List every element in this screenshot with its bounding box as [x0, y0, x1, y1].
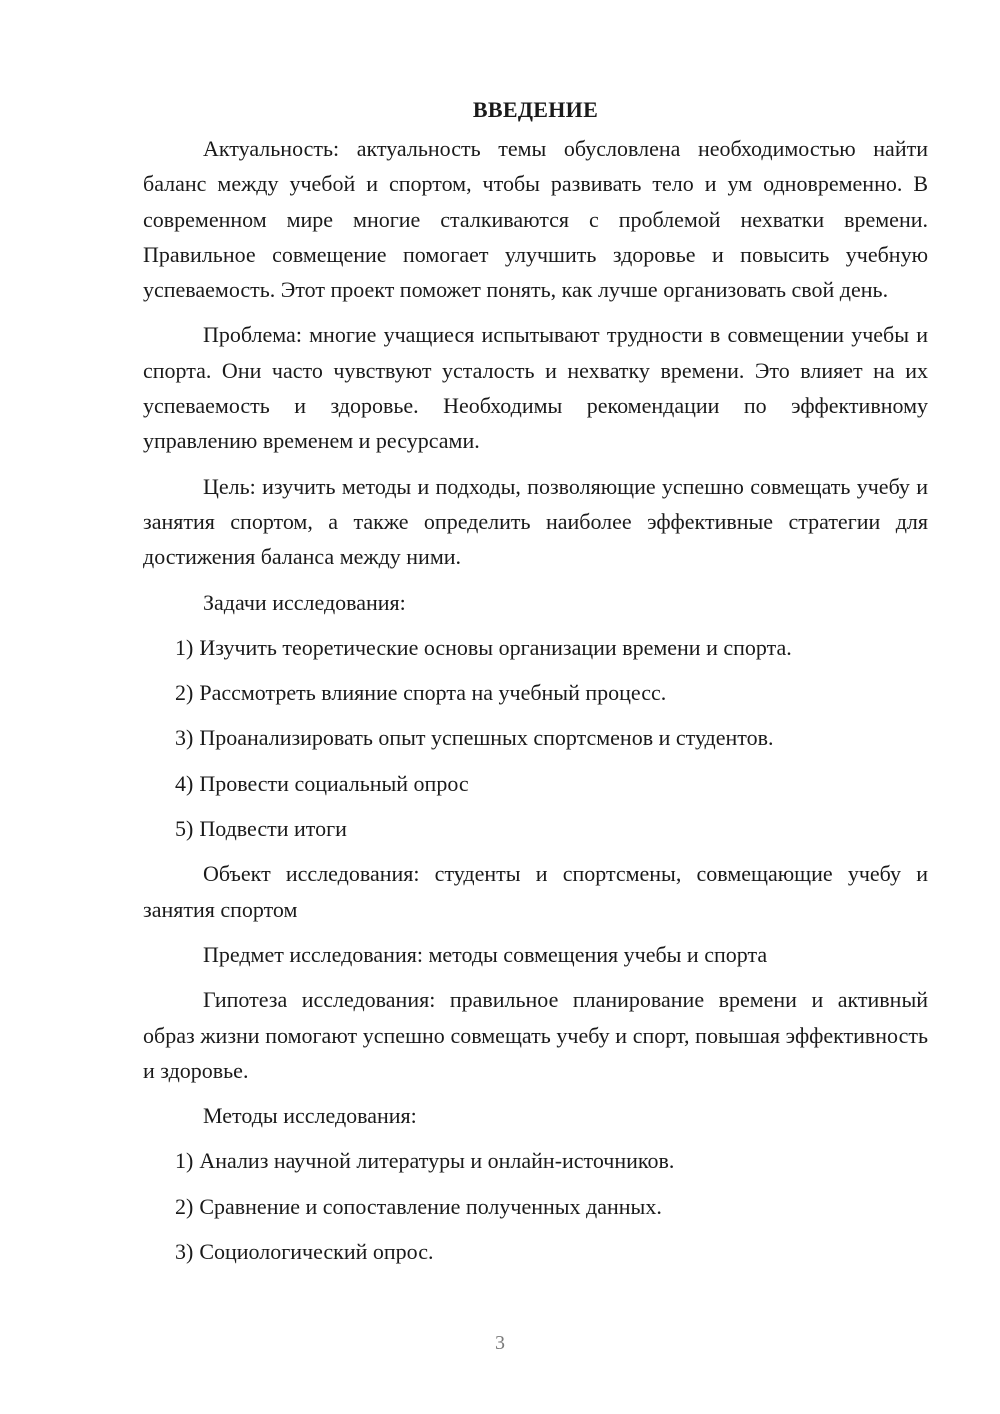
- method-item: [143, 1143, 928, 1178]
- task-text: Подвести итоги: [199, 816, 347, 842]
- paragraph-object: Объект исследования: студенты и спортсмены, совмещающие учебу и занятия спортом: [143, 861, 928, 922]
- method-text: Сравнение и сопоставление полученных данных.: [199, 1193, 662, 1219]
- method-number: 1): [175, 1148, 194, 1174]
- task-item: [143, 720, 928, 755]
- task-text: Проанализировать опыт успешных спортсменов и студентов.: [199, 725, 774, 751]
- method-item: [143, 1234, 928, 1269]
- method-text: Анализ научной литературы и онлайн-источников.: [199, 1148, 675, 1174]
- paragraph-subject: Предмет исследования: методы совмещения учебы и спорта: [203, 941, 768, 967]
- task-item: [143, 766, 928, 801]
- page-number: 3: [495, 1332, 505, 1354]
- method-text: Социологический опрос.: [199, 1239, 434, 1265]
- paragraph-relevance: Актуальность: актуальность темы обусловлена необходимостью найти баланс между учебой и спортом, чтобы развивать тело и ум одновременно. В современном мире многие сталкиваются с проблемой нехватки времени. Правильное совмещение помогает улучшить здоровье и повысить учебную успеваемость. Этот проект поможет понять, как лучше организовать свой день.: [143, 136, 928, 303]
- task-number: 2): [175, 680, 194, 706]
- method-number: 2): [175, 1193, 194, 1219]
- task-number: 5): [175, 816, 194, 842]
- paragraph-problem: Проблема: многие учащиеся испытывают трудности в совмещении учебы и спорта. Они часто чувствуют усталость и нехватку времени. Это влияет на их успеваемость и здоровье. Необходимы рекомендации по эффективному управлению временем и ресурсами.: [143, 322, 928, 454]
- method-item: [143, 1189, 928, 1224]
- task-text: Изучить теоретические основы организации времени и спорта.: [199, 634, 792, 660]
- task-number: 3): [175, 725, 194, 751]
- task-number: 1): [175, 634, 194, 660]
- task-text: Провести социальный опрос: [199, 770, 469, 796]
- task-number: 4): [175, 770, 194, 796]
- task-text: Рассмотреть влияние спорта на учебный процесс.: [199, 680, 667, 706]
- methods-label: Методы исследования:: [203, 1103, 417, 1129]
- tasks-label: Задачи исследования:: [203, 589, 406, 615]
- paragraph-goal: Цель: изучить методы и подходы, позволяющие успешно совмещать учебу и занятия спортом, а также определить наиболее эффективные стратегии для достижения баланса между ними.: [143, 473, 928, 570]
- page-title: ВВЕДЕНИЕ: [472, 97, 599, 122]
- task-item: [143, 630, 928, 665]
- method-number: 3): [175, 1239, 194, 1265]
- task-item: [143, 811, 928, 846]
- task-item: [143, 675, 928, 710]
- paragraph-hypothesis: Гипотеза исследования: правильное планирование времени и активный образ жизни помогают успешно совмещать учебу и спорт, повышая эффективность и здоровье.: [143, 987, 928, 1083]
- document-page: [143, 90, 928, 1279]
